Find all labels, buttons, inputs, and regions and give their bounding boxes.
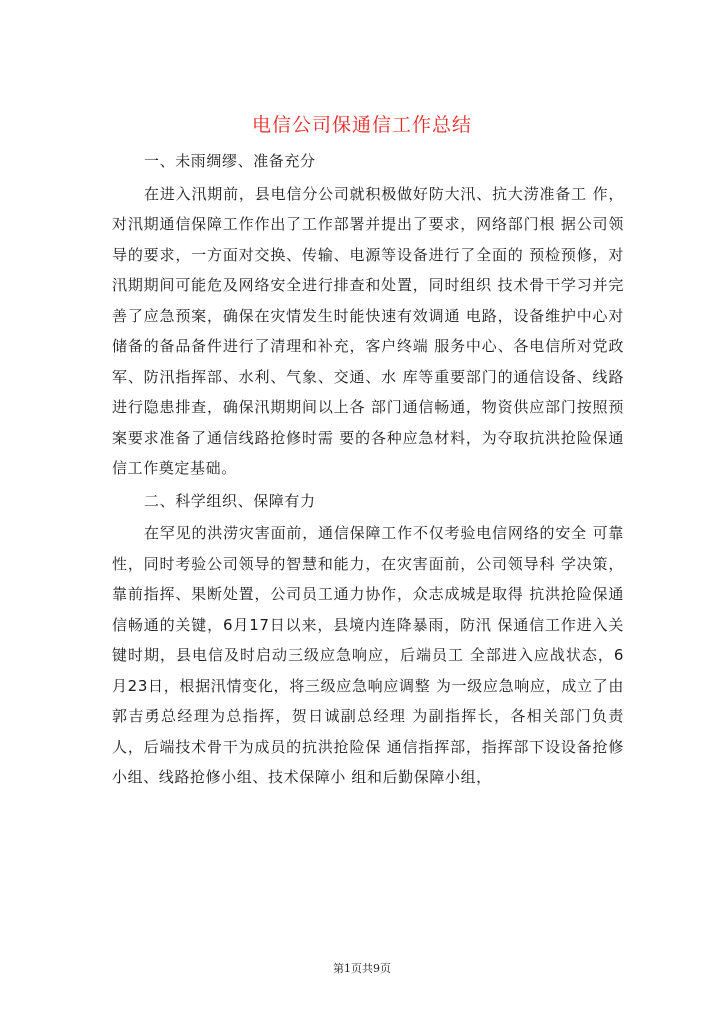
document-title: 电信公司保通信工作总结 [251, 114, 472, 136]
section-paragraph-2: 在罕见的洪涝灾害面前，通信保障工作不仅考验电信网络的安全 可靠性，同时考验公司领导的智慧和能力，在灾害面前，公司领导科 学决策，靠前指挥、果断处置，公司员工通力协作，众志成城是取得 抗洪抢险保通信畅通的关键，6月17日以来，县境内连降暴雨，防汛 保通信工作进入关键时期，县电信及时启动三级应急响应，后端员工 全部进入应战状态，6月23日，根据汛情变化，将三级应急响应调整 为一级应急响应，成立了由郭吉勇总经理为总指挥，贺日诚副总经理 为副指挥长，各相关部门负责人，后端技术骨干为成员的抗洪抢险保 通信指挥部，指挥部下设设备抢修小组、线路抢修小组、技术保障小 组和后勤保障小组， [112, 524, 624, 786]
page-footer: 第1页共9页 [333, 962, 391, 975]
section-paragraph-1: 在进入汛期前，县电信分公司就积极做好防大汛、抗大涝准备工 作，对汛期通信保障工作作出了工作部署并提出了要求，网络部门根 据公司领导的要求，一方面对交换、传输、电源等设备进行了全面的 预检预修，对汛期期间可能危及网络安全进行排查和处置，同时组织 技术骨干学习并完善了应急预案，确保在灾情发生时能快速有效调通 电路，设备维护中心对储备的备品备件进行了清理和补充，客户终端 服务中心、各电信所对党政军、防汛指挥部、水利、气象、交通、水 库等重要部门的通信设备、线路进行隐患排查，确保汛期期间以上各 部门通信畅通，物资供应部门按照预案要求准备了通信线路抢修时需 要的各种应急材料，为夺取抗洪抢险保通信工作奠定基础。 [112, 184, 624, 477]
document-body [112, 146, 624, 793]
section-heading-2: 二、科学组织、保障有力 [144, 491, 316, 510]
section-heading-1: 一、未雨绸缪、准备充分 [144, 152, 316, 170]
